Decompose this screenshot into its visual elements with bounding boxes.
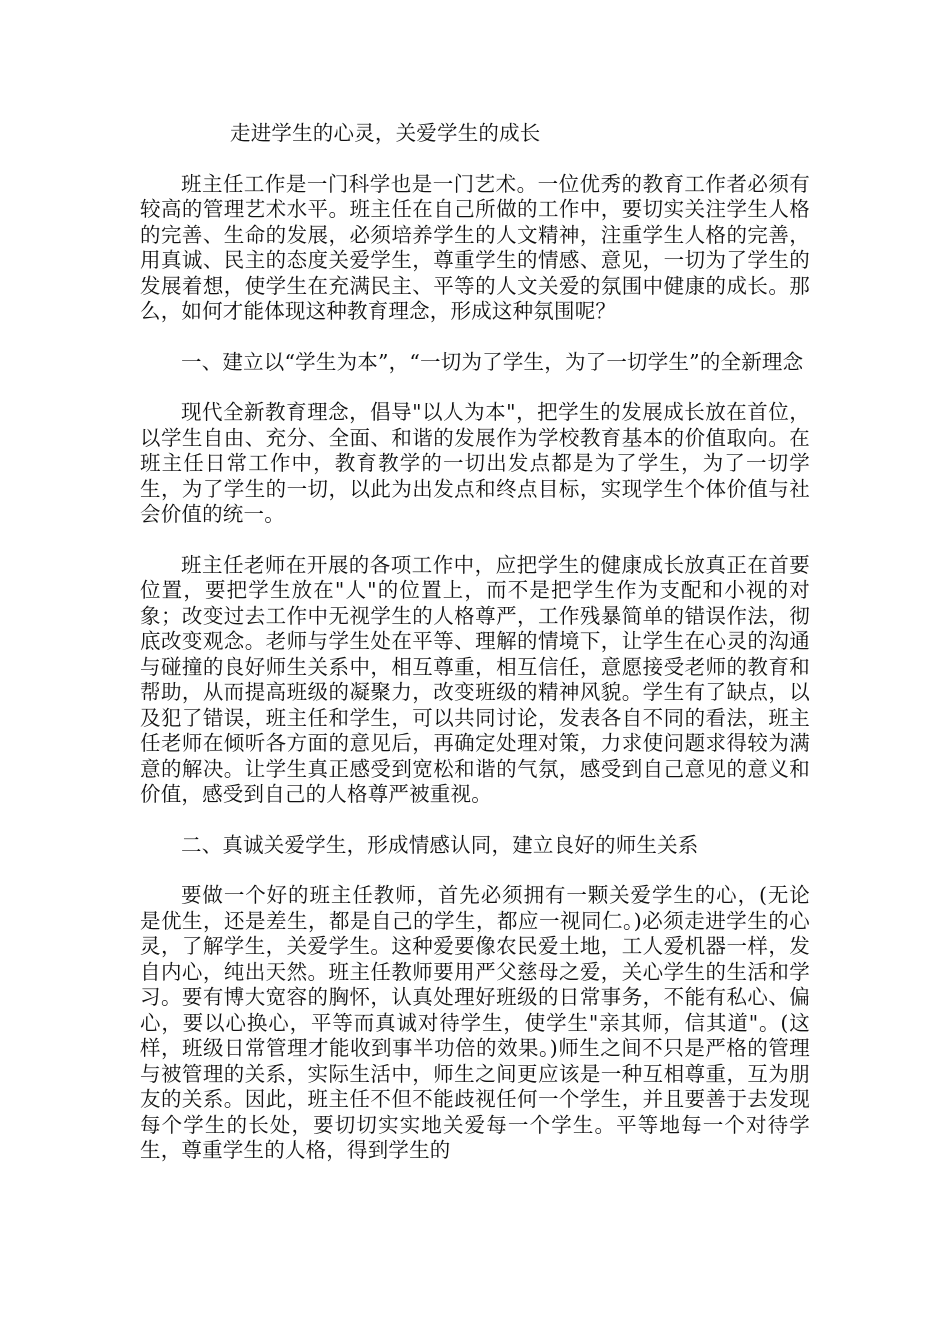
section-1-paragraph-2: 班主任老师在开展的各项工作中，应把学生的健康成长放真正在首要位置，要把学生放在"人"的位置上，而不是把学生作为支配和小视的对象；改变过去工作中无视学生的人格尊严，工作残暴简单的错误作法，彻底改变观念。老师与学生处在平等、理解的情境下，让学生在心灵的沟通与碰撞的良好师生关系中，相互尊重，相互信任，意愿接受老师的教育和帮助，从而提高班级的凝聚力，改变班级的精神风貌。学生有了缺点，以及犯了错误，班主任和学生，可以共同讨论，发表各自不同的看法，班主任老师在倾听各方面的意见后，再确定处理对策，力求使问题求得较为满意的解决。让学生真正感受到宽松和谐的气氛，感受到自己意见的意义和价值，感受到自己的人格尊严被重视。 (140, 552, 810, 806)
document-title: 走进学生的心灵，关爱学生的成长 (230, 121, 541, 145)
intro-paragraph: 班主任工作是一门科学也是一门艺术。一位优秀的教育工作者必须有较高的管理艺术水平。班主任在自己所做的工作中，要切实关注学生人格的完善、生命的发展，必须培养学生的人文精神，注重学生人格的完善，用真诚、民主的态度关爱学生，尊重学生的情感、意见，一切为了学生的发展着想，使学生在充满民主、平等的人文关爱的氛围中健康的成长。那么，如何才能体现这种教育理念，形成这种氛围呢？ (140, 171, 810, 323)
section-1-heading: 一、建立以“学生为本”，“一切为了学生，为了一切学生”的全新理念 (181, 349, 804, 374)
section-2-heading: 二、真诚关爱学生，形成情感认同，建立良好的师生关系 (181, 832, 699, 857)
document-body (140, 121, 810, 1189)
section-2-paragraph-1: 要做一个好的班主任教师，首先必须拥有一颗关爱学生的心，(无论是优生，还是差生，都是自己的学生，都应一视同仁。)必须走进学生的心灵，了解学生，关爱学生。这种爱要像农民爱土地，工人爱机器一样，发自内心，纯出天然。班主任教师要用严父慈母之爱，关心学生的生活和学习。要有博大宽容的胸怀，认真处理好班级的日常事务，不能有私心、偏心，要以心换心，平等而真诚对待学生，使学生"亲其师，信其道"。(这样，班级日常管理才能收到事半功倍的效果。)师生之间不只是严格的管理与被管理的关系，实际生活中，师生之间更应该是一种互相尊重，互为朋友的关系。因此，班主任不但不能歧视任何一个学生，并且要善于去发现每个学生的长处，要切切实实地关爱每一个学生。平等地每一个对待学生，尊重学生的人格，得到学生的 (140, 883, 810, 1162)
section-1-paragraph-1: 现代全新教育理念，倡导"以人为本"，把学生的发展成长放在首位，以学生自由、充分、全面、和谐的发展作为学校教育基本的价值取向。在班主任日常工作中，教育教学的一切出发点都是为了学生，为了一切学生，为了学生的一切，以此为出发点和终点目标，实现学生个体价值与社会价值的统一。 (140, 400, 810, 526)
